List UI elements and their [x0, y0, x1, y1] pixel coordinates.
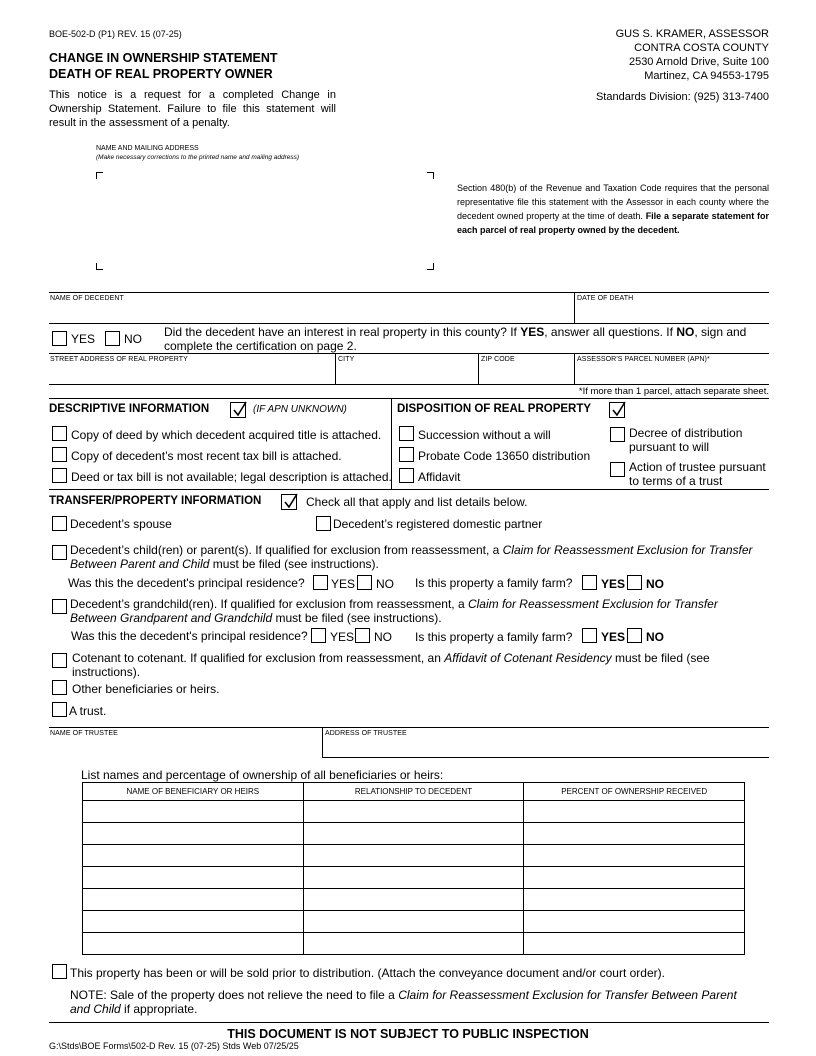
grand-residence-no-label: NO	[374, 630, 392, 644]
assessor-phone: Standards Division: (925) 313-7400	[595, 91, 769, 103]
child-text-claim: Claim for Reassessment Exclusion for Transfer Between Parent and Child	[70, 543, 753, 571]
section-480-text	[457, 181, 769, 237]
interest-q-yes: YES	[520, 325, 545, 339]
date-of-death-label: DATE OF DEATH	[577, 295, 634, 302]
interest-yes-checkbox[interactable]	[52, 331, 67, 346]
descriptive-title: DESCRIPTIVE INFORMATION	[49, 403, 210, 415]
col-relationship: RELATIONSHIP TO DECEDENT	[303, 783, 524, 801]
other-heirs-label: Other beneficiaries or heirs.	[72, 682, 220, 696]
relationship-cell[interactable]	[303, 823, 524, 845]
child-farm-yes-checkbox[interactable]	[582, 575, 597, 590]
assessor-block	[616, 27, 769, 83]
street-address-field[interactable]	[49, 364, 334, 384]
relationship-cell[interactable]	[303, 845, 524, 867]
interest-q-no: NO	[676, 325, 695, 339]
form-title-2: DEATH OF REAL PROPERTY OWNER	[49, 67, 273, 81]
apn-note: *If more than 1 parcel, attach separate sheet.	[578, 386, 769, 397]
percent-cell[interactable]	[524, 823, 745, 845]
beneficiary-name-cell[interactable]	[83, 801, 304, 823]
grand-residence-no-checkbox[interactable]	[355, 628, 370, 643]
interest-no-checkbox[interactable]	[105, 331, 120, 346]
penalty-notice: This notice is a request for a completed Change in Ownership Statement. Failure to file this statement will result in the assessment of a penalty.	[49, 89, 336, 129]
table-row	[83, 867, 745, 889]
public-inspection-notice: THIS DOCUMENT IS NOT SUBJECT TO PUBLIC INSPECTION	[227, 1027, 589, 1041]
relationship-cell[interactable]	[303, 867, 524, 889]
relationship-cell[interactable]	[303, 933, 524, 955]
cotenant-label	[72, 651, 762, 679]
child-farm-no-checkbox[interactable]	[627, 575, 642, 590]
grand-residence-yes-label: YES	[330, 630, 355, 644]
zip-field[interactable]	[479, 364, 574, 384]
trust-checkbox[interactable]	[52, 702, 67, 717]
relationship-cell[interactable]	[303, 801, 524, 823]
grand-farm-question: Is this property a family farm?	[415, 630, 573, 644]
form-id: BOE-502-D (P1) REV. 15 (07-25)	[49, 29, 182, 39]
beneficiaries-intro: List names and percentage of ownership of all beneficiaries or heirs:	[81, 768, 444, 782]
disposition-title: DISPOSITION OF REAL PROPERTY	[397, 403, 592, 415]
probate-label: Probate Code 13650 distribution	[418, 449, 591, 463]
cot-text-affidavit: Affidavit of Cotenant Residency	[444, 651, 612, 665]
child-farm-no-label: NO	[646, 577, 664, 591]
city-label: CITY	[338, 356, 355, 363]
name-of-decedent-field[interactable]	[49, 303, 574, 323]
legal-description-label: Deed or tax bill is not available; legal description is attached.	[71, 470, 392, 484]
succession-label: Succession without a will	[418, 428, 551, 442]
address-of-trustee-label: ADDRESS OF TRUSTEE	[325, 730, 407, 737]
tax-bill-checkbox[interactable]	[52, 447, 67, 462]
probate-checkbox[interactable]	[399, 447, 414, 462]
corner-mark-br	[427, 263, 434, 270]
table-row	[83, 911, 745, 933]
succession-checkbox[interactable]	[399, 426, 414, 441]
name-of-trustee-field[interactable]	[49, 738, 321, 757]
decree-checkbox[interactable]	[610, 427, 625, 442]
trustee-action-checkbox[interactable]	[610, 462, 625, 477]
form-title-1: CHANGE IN OWNERSHIP STATEMENT	[49, 51, 278, 65]
table-row	[83, 801, 745, 823]
transfer-title: TRANSFER/PROPERTY INFORMATION	[49, 495, 262, 507]
apn-label: ASSESSOR'S PARCEL NUMBER (APN)*	[577, 356, 710, 363]
assessor-street: 2530 Arnold Drive, Suite 100	[628, 56, 769, 68]
interest-no-label: NO	[124, 332, 142, 346]
grand-farm-no-checkbox[interactable]	[627, 628, 642, 643]
sold-checkbox[interactable]	[52, 964, 67, 979]
trustee-action-label: Action of trustee pursuant to terms of a trust	[629, 460, 766, 488]
grand-residence-yes-checkbox[interactable]	[311, 628, 326, 643]
child-text-a: Decedent’s child(ren) or parent(s). If qualified for exclusion from reassessment, a	[70, 543, 503, 557]
beneficiary-name-cell[interactable]	[83, 823, 304, 845]
interest-q-2: , answer all questions. If	[544, 325, 677, 339]
transfer-instruction: Check all that apply and list details below.	[306, 495, 528, 509]
col-beneficiary-name: NAME OF BENEFICIARY OR HEIRS	[83, 783, 304, 801]
child-residence-yes-checkbox[interactable]	[313, 575, 328, 590]
mailing-sublabel: (Make necessary corrections to the printed name and mailing address)	[96, 154, 300, 161]
domestic-partner-checkbox[interactable]	[316, 516, 331, 531]
assessor-city: Martinez, CA 94553-1795	[644, 70, 769, 82]
grand-farm-yes-label: YES	[601, 630, 626, 644]
beneficiary-name-cell[interactable]	[83, 889, 304, 911]
beneficiary-name-cell[interactable]	[83, 867, 304, 889]
descriptive-note: (IF APN UNKNOWN)	[253, 404, 347, 415]
child-text-b: must be filed (see instructions).	[209, 557, 379, 571]
affidavit-checkbox[interactable]	[399, 468, 414, 483]
file-path: G:\Stds\BOE Forms\502-D Rev. 15 (07-25) Stds Web 07/25/25	[49, 1041, 299, 1051]
child-residence-question: Was this the decedent's principal residence?	[68, 576, 305, 590]
table-row	[83, 889, 745, 911]
trust-label: A trust.	[69, 704, 107, 718]
interest-yes-label: YES	[71, 332, 96, 346]
child-residence-no-checkbox[interactable]	[357, 575, 372, 590]
corner-mark-tl	[96, 172, 103, 179]
grandchild-checkbox[interactable]	[52, 599, 67, 614]
section-480-bold: File a separate statement for each parcel of real property owned by the decedent.	[457, 211, 770, 235]
child-residence-no-label: NO	[376, 577, 394, 591]
interest-question	[164, 325, 769, 353]
city-field[interactable]	[336, 364, 477, 384]
mailing-label: NAME AND MAILING ADDRESS	[96, 145, 199, 152]
domestic-partner-label: Decedent’s registered domestic partner	[333, 517, 543, 531]
interest-q-3: , sign and complete the certification on page 2.	[164, 325, 747, 353]
name-of-decedent-label: NAME OF DECEDENT	[50, 295, 124, 302]
deed-copy-label: Copy of deed by which decedent acquired title is attached.	[71, 428, 382, 442]
percent-cell[interactable]	[524, 933, 745, 955]
percent-cell[interactable]	[524, 845, 745, 867]
grand-text-b: must be filed (see instructions).	[272, 611, 442, 625]
sale-note	[70, 988, 760, 1016]
table-row	[83, 823, 745, 845]
table-row	[83, 845, 745, 867]
corner-mark-bl	[96, 263, 103, 270]
child-farm-question: Is this property a family farm?	[415, 576, 573, 590]
legal-description-checkbox[interactable]	[52, 468, 67, 483]
grand-residence-question: Was this the decedent's principal residence?	[71, 629, 308, 643]
percent-cell[interactable]	[524, 889, 745, 911]
child-parent-label	[70, 543, 760, 571]
beneficiary-name-cell[interactable]	[83, 933, 304, 955]
name-of-trustee-label: NAME OF TRUSTEE	[50, 730, 118, 737]
child-farm-yes-label: YES	[601, 577, 626, 591]
table-header-row	[83, 783, 745, 801]
zip-label: ZIP CODE	[481, 356, 515, 363]
relationship-cell[interactable]	[303, 911, 524, 933]
spouse-label: Decedent’s spouse	[70, 517, 172, 531]
apn-field[interactable]	[576, 364, 769, 384]
beneficiary-name-cell[interactable]	[83, 845, 304, 867]
beneficiaries-table	[82, 782, 745, 955]
address-of-trustee-field[interactable]	[323, 738, 769, 757]
child-residence-yes-label: YES	[331, 577, 356, 591]
cotenant-checkbox[interactable]	[52, 653, 67, 668]
child-parent-checkbox[interactable]	[52, 545, 67, 560]
sale-note-a: NOTE: Sale of the property does not relieve the need to file a	[70, 988, 399, 1002]
grand-text-claim: Claim for Reassessment Exclusion for Transfer Between Grandparent and Grandchild	[70, 597, 718, 625]
grandchild-label	[70, 597, 760, 625]
grand-text-a: Decedent’s grandchild(ren). If qualified for exclusion from reassessment, a	[70, 597, 468, 611]
tax-bill-label: Copy of decedent’s most recent tax bill is attached.	[71, 449, 342, 463]
col-percent: PERCENT OF OWNERSHIP RECEIVED	[524, 783, 745, 801]
sale-note-b: if appropriate.	[120, 1002, 198, 1016]
sold-label: This property has been or will be sold prior to distribution. (Attach the conveyance document and/or court order).	[70, 966, 665, 980]
mailing-address-window[interactable]	[96, 172, 434, 270]
disposition-check-icon	[609, 402, 625, 418]
sale-note-claim: Claim for Reassessment Exclusion for Transfer Between Parent and Child	[70, 988, 737, 1016]
affidavit-label: Affidavit	[418, 470, 461, 484]
transfer-check-icon	[281, 494, 297, 510]
corner-mark-tr	[427, 172, 434, 179]
relationship-cell[interactable]	[303, 889, 524, 911]
cot-text-a: Cotenant to cotenant. If qualified for exclusion from reassessment, an	[72, 651, 445, 665]
beneficiary-name-cell[interactable]	[83, 911, 304, 933]
cot-text-b: must be filed (see instructions).	[72, 651, 710, 679]
grand-farm-yes-checkbox[interactable]	[582, 628, 597, 643]
section-480-body: Section 480(b) of the Revenue and Taxation Code requires that the personal representative file this statement with the Assessor in each county where the decedent owned property at the time of death.	[457, 183, 769, 221]
assessor-name: GUS S. KRAMER, ASSESSOR	[615, 28, 769, 40]
table-row	[83, 933, 745, 955]
percent-cell[interactable]	[524, 801, 745, 823]
percent-cell[interactable]	[524, 867, 745, 889]
spouse-checkbox[interactable]	[52, 516, 67, 531]
grand-farm-no-label: NO	[646, 630, 664, 644]
decree-label: Decree of distribution pursuant to will	[629, 426, 743, 454]
descriptive-check-icon	[230, 402, 246, 418]
assessor-county: CONTRA COSTA COUNTY	[634, 42, 769, 54]
percent-cell[interactable]	[524, 911, 745, 933]
deed-copy-checkbox[interactable]	[52, 426, 67, 441]
street-address-label: STREET ADDRESS OF REAL PROPERTY	[50, 356, 188, 363]
interest-q-1: Did the decedent have an interest in real property in this county? If	[164, 325, 521, 339]
date-of-death-field[interactable]	[576, 303, 769, 323]
other-heirs-checkbox[interactable]	[52, 680, 67, 695]
